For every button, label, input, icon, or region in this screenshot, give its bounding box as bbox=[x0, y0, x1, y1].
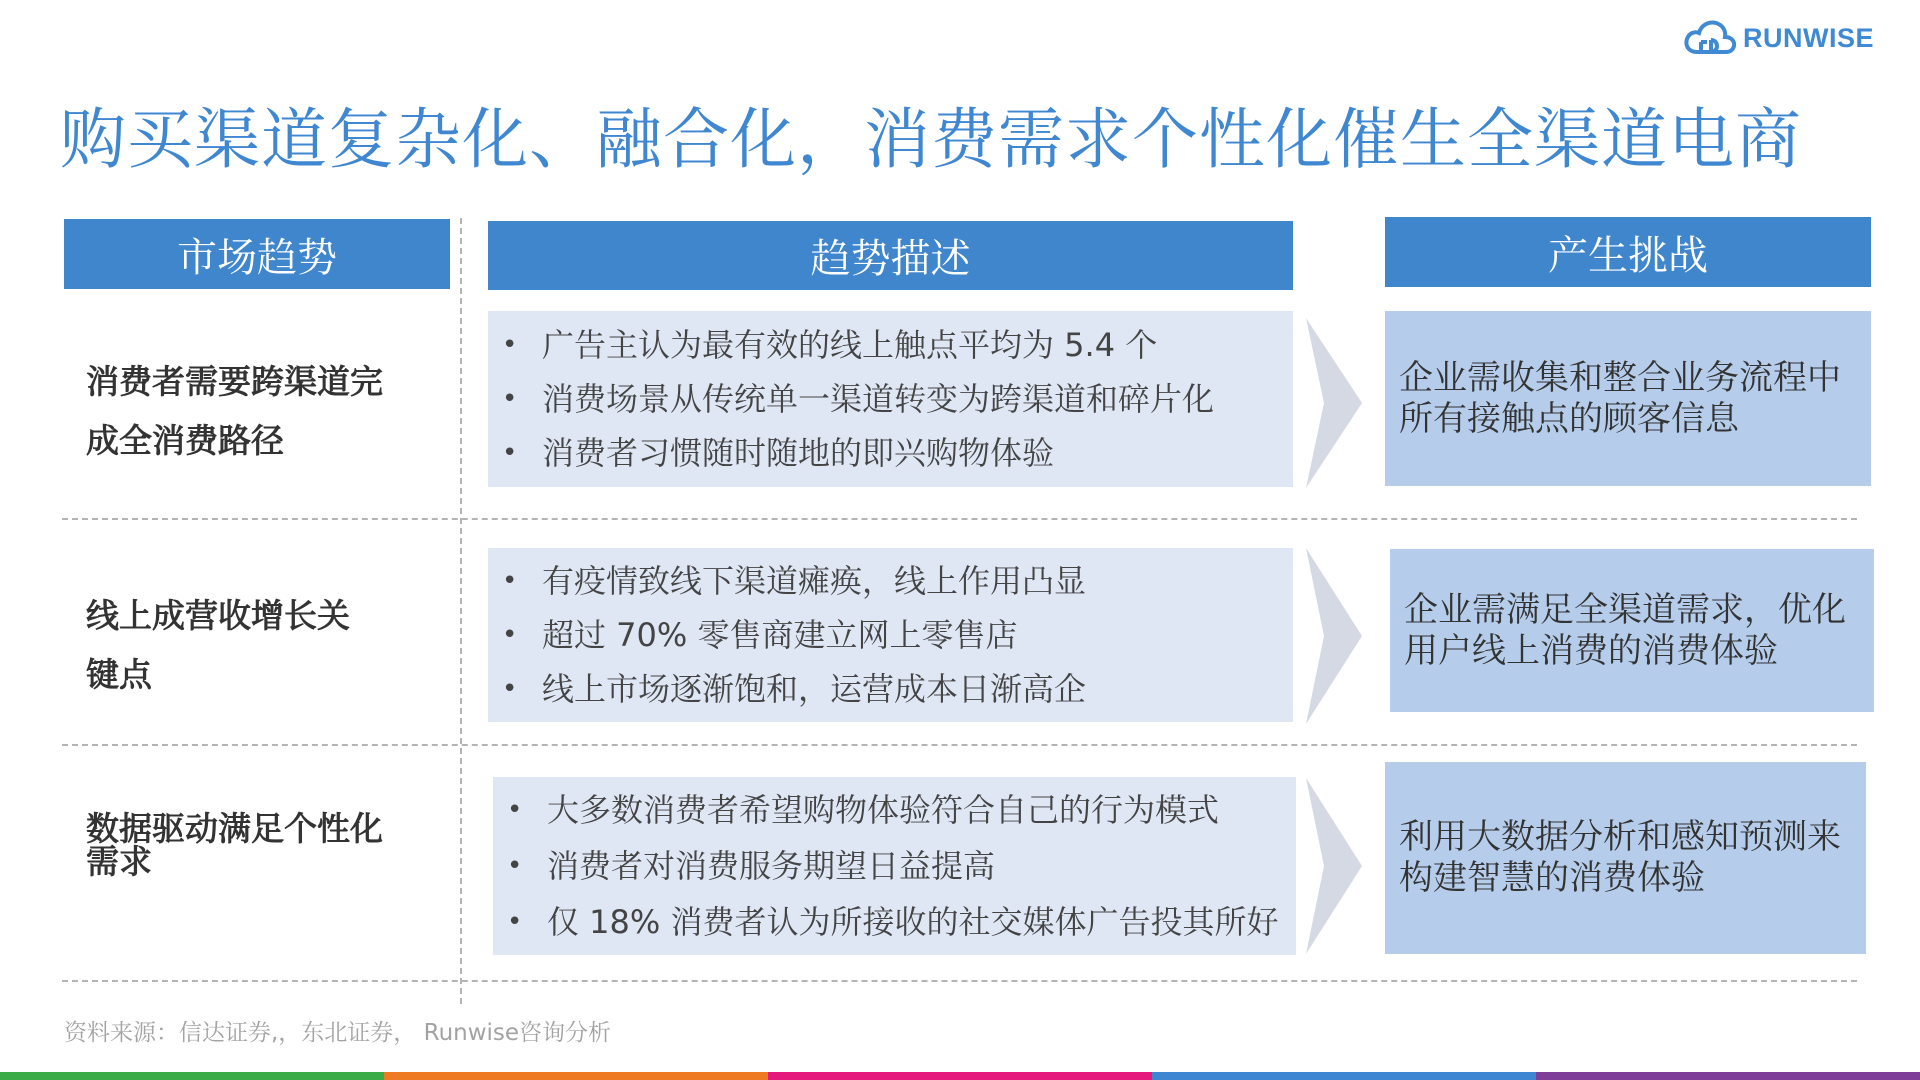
row-divider-3 bbox=[62, 980, 1857, 982]
challenge-box-3: 利用大数据分析和感知预测来构建智慧的消费体验 bbox=[1385, 762, 1866, 954]
cloud-logo-icon bbox=[1683, 18, 1737, 58]
arrow-icon bbox=[1306, 778, 1362, 954]
runwise-logo bbox=[1683, 18, 1874, 58]
bar-segment bbox=[384, 1072, 768, 1080]
header-description: 趋势描述 bbox=[488, 221, 1293, 290]
trend-row-1 bbox=[86, 352, 383, 471]
bottom-color-bar bbox=[0, 1072, 1920, 1080]
bullet-item: • 线上市场逐渐饱和，运营成本日渐高企 bbox=[542, 670, 1293, 708]
bar-segment bbox=[0, 1072, 384, 1080]
arrow-icon bbox=[1306, 548, 1362, 724]
description-box-1 bbox=[488, 311, 1293, 487]
description-box-2 bbox=[488, 548, 1293, 722]
bullet-item: • 超过 70% 零售商建立网上零售店 bbox=[542, 616, 1293, 654]
bullet-item: • 广告主认为最有效的线上触点平均为 5.4 个 bbox=[542, 326, 1293, 364]
bullet-item: • 消费者对消费服务期望日益提高 bbox=[547, 847, 1296, 885]
trend-row-3 bbox=[86, 809, 383, 881]
header-challenge: 产生挑战 bbox=[1385, 217, 1871, 287]
challenge-box-2: 企业需满足全渠道需求，优化用户线上消费的消费体验 bbox=[1390, 549, 1874, 712]
brand-name: RUNWISE bbox=[1743, 22, 1874, 53]
trend-row-2 bbox=[86, 586, 350, 705]
trend-line: 线上成营收增长关 bbox=[86, 596, 350, 635]
bullet-item: • 消费者习惯随时随地的即兴购物体验 bbox=[542, 434, 1293, 472]
header-trend: 市场趋势 bbox=[64, 219, 450, 289]
bar-segment bbox=[1152, 1072, 1536, 1080]
bullet-item: • 消费场景从传统单一渠道转变为跨渠道和碎片化 bbox=[542, 380, 1293, 418]
trend-line: 需求 bbox=[86, 842, 152, 881]
description-box-3 bbox=[493, 777, 1296, 955]
arrow-icon bbox=[1306, 318, 1362, 488]
row-divider-2 bbox=[62, 744, 1857, 746]
column-divider bbox=[460, 218, 462, 1004]
page-title: 购买渠道复杂化、融合化，消费需求个性化催生全渠道电商 bbox=[60, 101, 1802, 178]
bullet-item: • 仅 18% 消费者认为所接收的社交媒体广告投其所好 bbox=[547, 903, 1296, 941]
bullet-item: • 有疫情致线下渠道瘫痪，线上作用凸显 bbox=[542, 562, 1293, 600]
trend-line: 成全消费路径 bbox=[86, 421, 284, 461]
bar-segment bbox=[768, 1072, 1152, 1080]
trend-line: 键点 bbox=[86, 655, 152, 695]
trend-line: 数据驱动满足个性化 bbox=[86, 809, 383, 848]
row-divider-1 bbox=[62, 518, 1857, 520]
bar-segment bbox=[1536, 1072, 1920, 1080]
challenge-box-1: 企业需收集和整合业务流程中所有接触点的顾客信息 bbox=[1385, 311, 1871, 486]
source-note: 资料来源：信达证券,，东北证券， Runwise咨询分析 bbox=[64, 1020, 612, 1046]
trend-line: 消费者需要跨渠道完 bbox=[86, 362, 383, 401]
bullet-item: • 大多数消费者希望购物体验符合自己的行为模式 bbox=[547, 791, 1296, 829]
